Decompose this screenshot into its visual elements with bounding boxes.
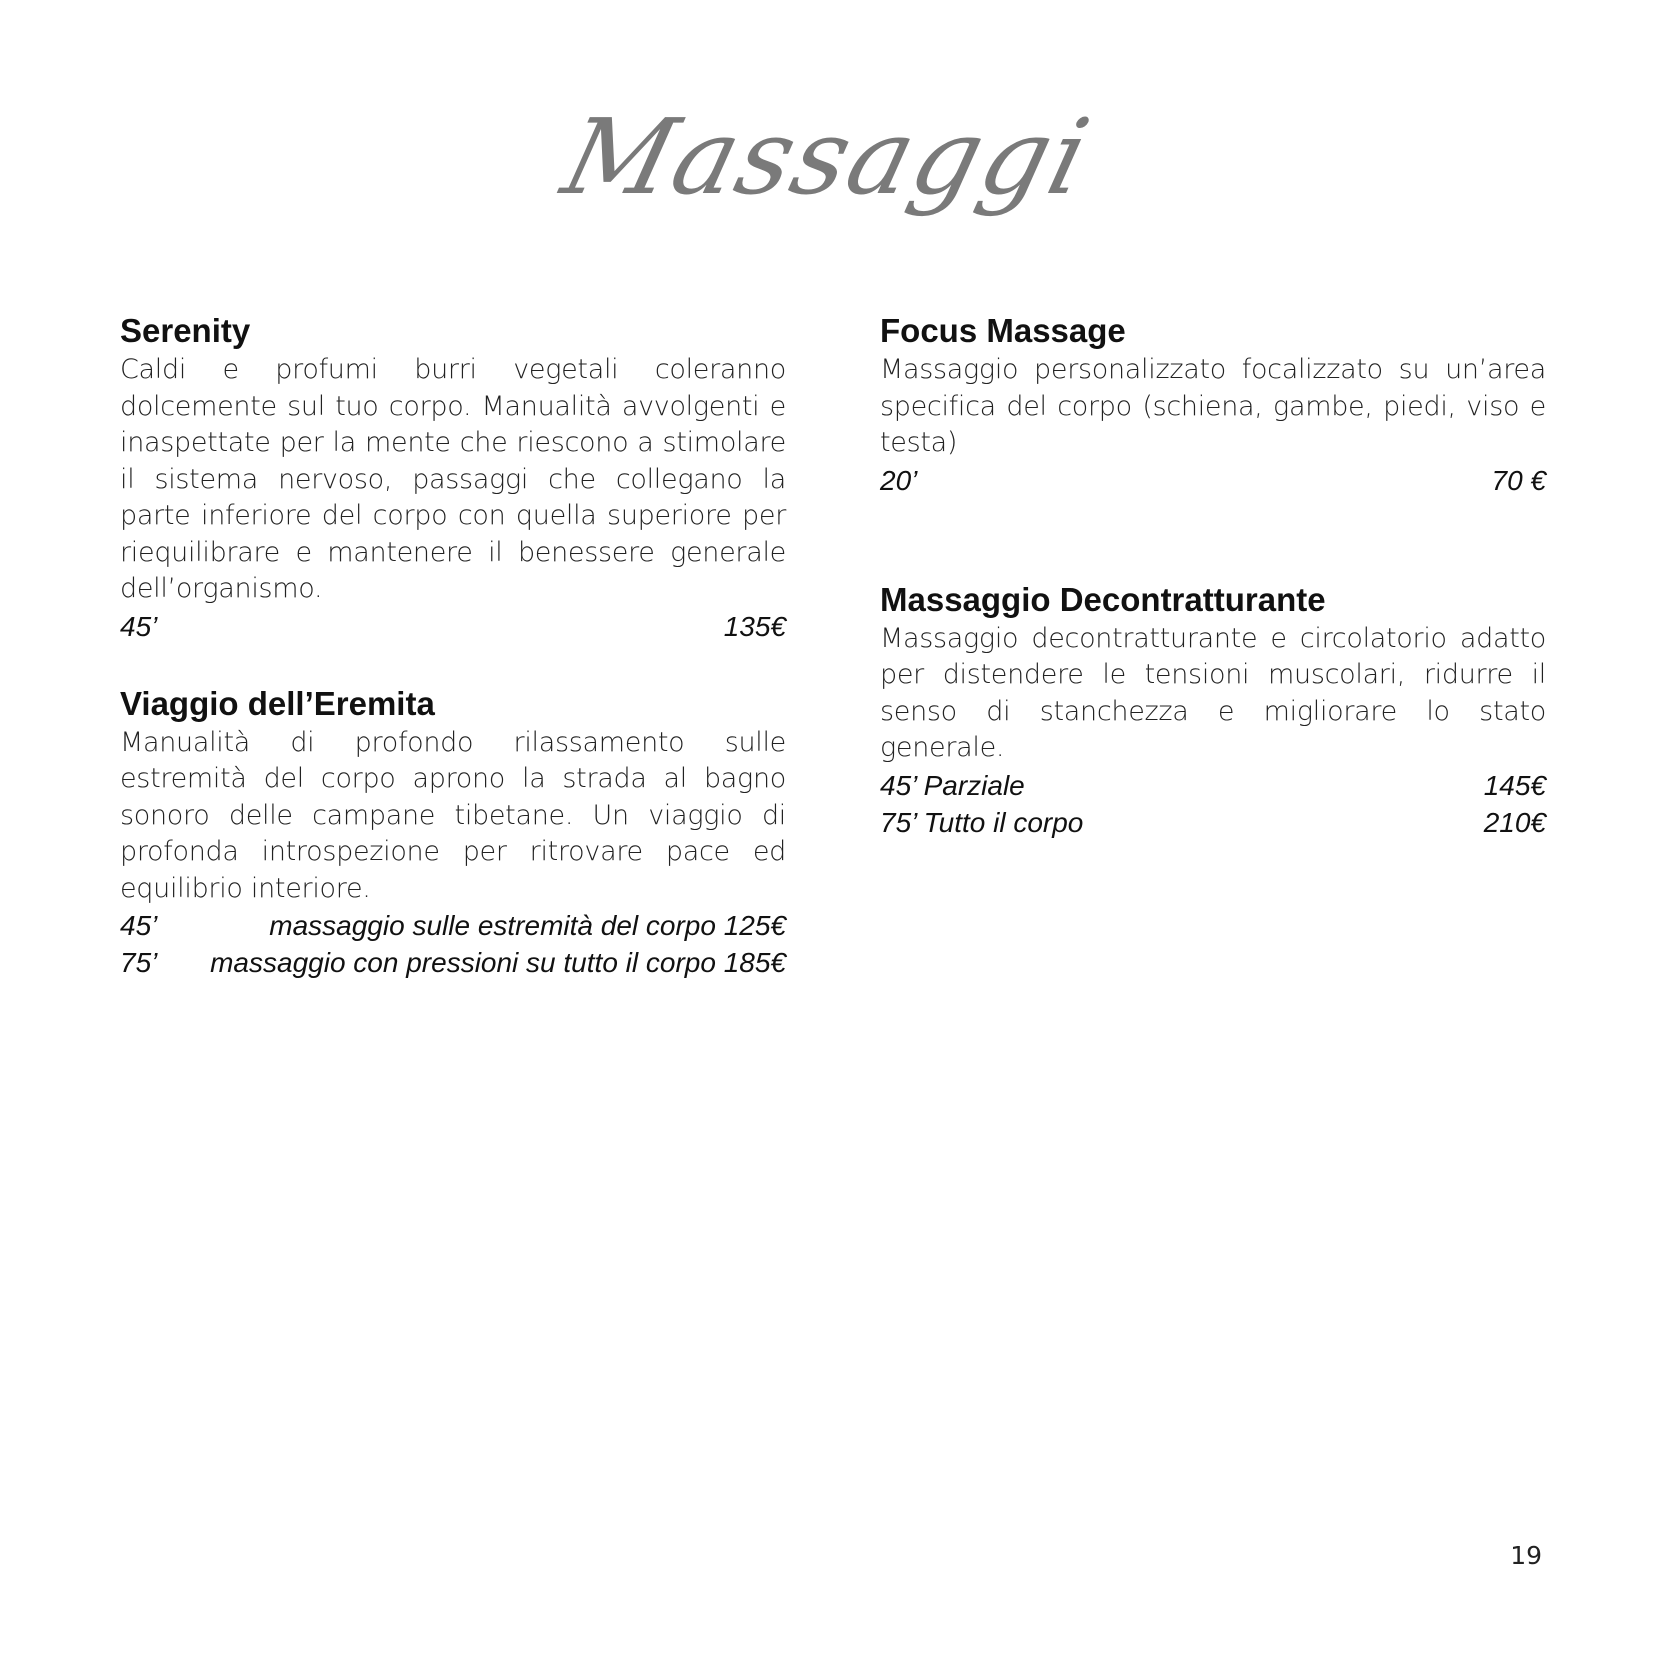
item-title: Serenity <box>120 312 251 349</box>
duration: 20’ <box>880 464 918 496</box>
right-column <box>880 310 1546 841</box>
price: 145€ <box>1483 769 1546 801</box>
item-description: Massaggio decontratturante e circolatorio adatto per distendere le tensioni muscolari, ridurre il senso di stanchezza e migliorare lo stato generale. <box>880 622 1546 763</box>
price-row <box>120 944 786 981</box>
item-description: Manualità di profondo rilassamento sulle estremità del corpo aprono la strada al bagno sonoro delle campane tibetane. Un viaggio di profonda introspezione per ritrovare pace ed equilibrio interiore. <box>120 726 786 904</box>
item-description: Caldi e profumi burri vegetali coleranno dolcemente sul tuo corpo. Manualità avvolgenti e inaspettate per la mente che riescono a stimolare il sistema nervoso, passaggi che collegano la parte inferiore del corpo con quella superiore per riequilibrare e mantenere il benessere generale dell’organismo. <box>120 354 786 604</box>
price: 210€ <box>1483 806 1546 838</box>
massage-item-focus <box>880 310 1546 499</box>
duration: 45’ <box>120 610 158 642</box>
price: massaggio sulle estremità del corpo 125€ <box>269 910 786 941</box>
item-title: Massaggio Decontratturante <box>880 580 1326 618</box>
duration: 75’ <box>120 947 158 978</box>
item-description: Massaggio personalizzato focalizzato su un’area specifica del corpo (schiena, gambe, piedi, viso e testa) <box>880 354 1546 458</box>
massage-item-viaggio-eremita <box>120 683 786 982</box>
price-row <box>880 767 1546 804</box>
item-title: Viaggio dell’Eremita <box>120 684 435 722</box>
item-title: Focus Massage <box>880 312 1126 349</box>
price-row <box>880 804 1546 841</box>
left-column <box>120 310 786 981</box>
duration: 75’ Tutto il corpo <box>880 806 1084 838</box>
price-row <box>880 462 1546 499</box>
price-row <box>120 907 786 944</box>
price: massaggio con pressioni su tutto il corpo 185€ <box>210 947 786 978</box>
duration: 45’ <box>120 910 158 941</box>
price: 135€ <box>723 610 786 642</box>
duration: 45’ Parziale <box>880 769 1025 801</box>
page-title: Massaggi <box>551 96 1103 218</box>
page-number: 19 <box>1510 1541 1542 1570</box>
price-row <box>120 608 786 645</box>
massage-item-decontratturante <box>880 579 1546 841</box>
price: 70 € <box>1491 464 1546 496</box>
massage-item-serenity <box>120 310 786 645</box>
